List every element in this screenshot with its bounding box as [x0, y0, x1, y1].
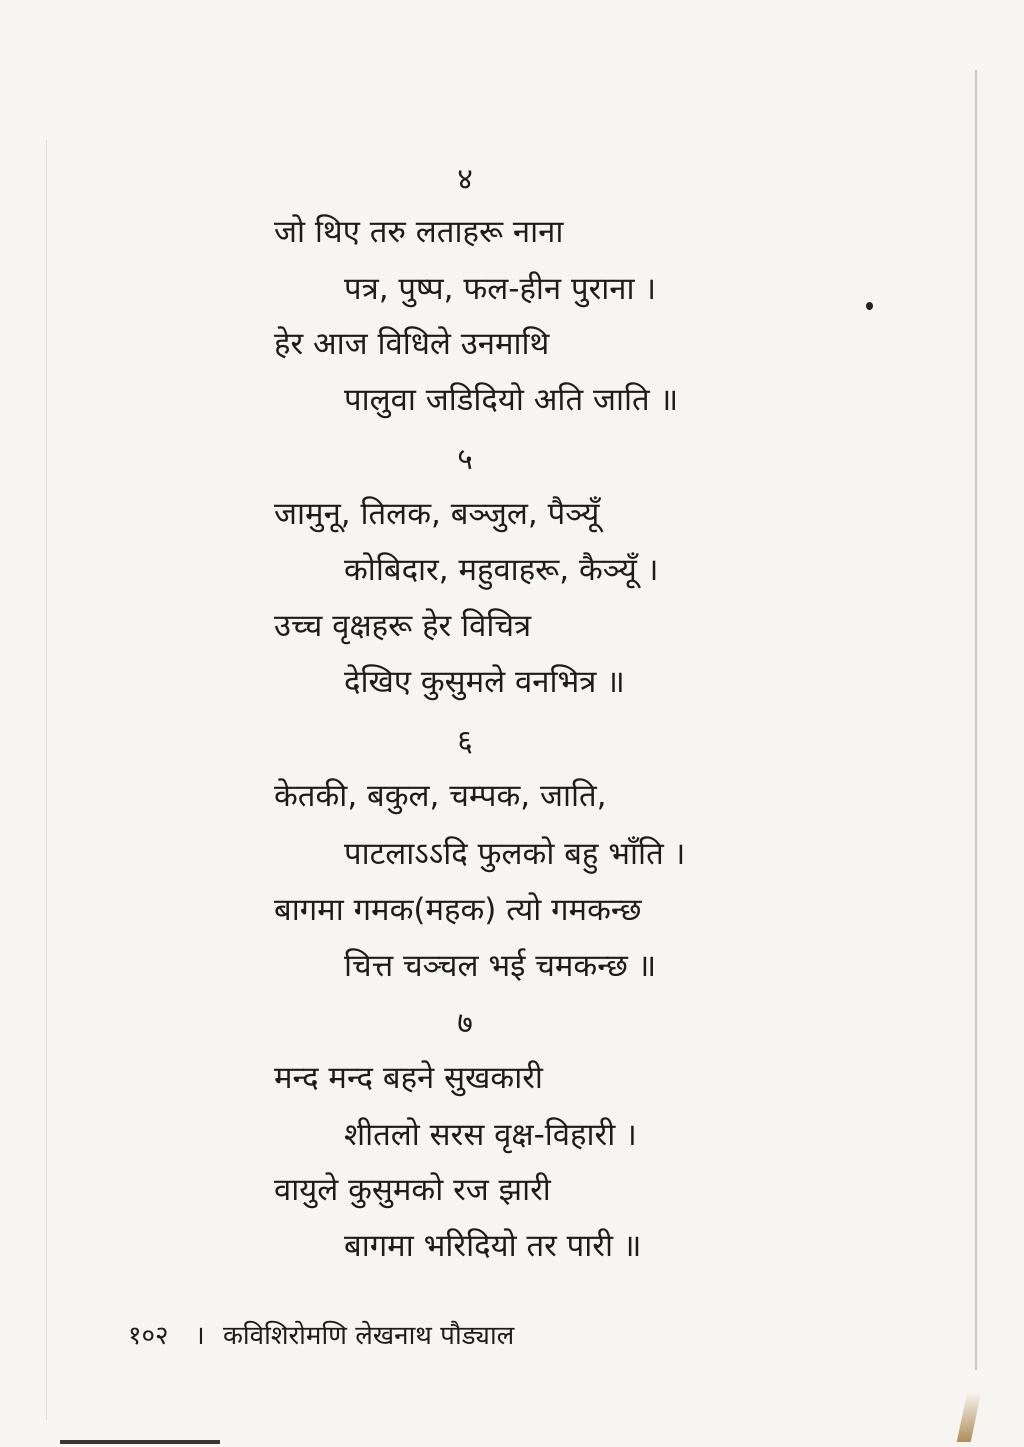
scan-corner-mark [957, 1392, 982, 1442]
footer-separator: । [194, 1321, 205, 1351]
stanza-number: ४ [457, 162, 473, 197]
page-edge-right [975, 70, 977, 1370]
scan-edge-mark [60, 1440, 220, 1444]
page-edge-left [46, 140, 47, 1420]
verse-line: हेर आज विधिले उनमाथि [274, 326, 550, 362]
ink-speck [866, 302, 873, 310]
verse-line: पाटलाऽऽदि फुलको बहु भाँति । [344, 836, 686, 872]
verse-line: बागमा गमक(महक) त्यो गमकन्छ [274, 892, 642, 928]
stanza-number: ५ [457, 442, 473, 477]
stanza-number: ६ [457, 724, 473, 759]
verse-line: जामुनू, तिलक, बञ्जुल, पैञ्यूँ [274, 496, 600, 532]
verse-line: वायुले कुसुमको रज झारी [274, 1172, 551, 1208]
stanza-number: ७ [457, 1006, 473, 1041]
verse-line: पालुवा जडिदियो अति जाति ॥ [344, 382, 679, 418]
verse-line: उच्च वृक्षहरू हेर विचित्र [274, 608, 532, 644]
verse-line: मन्द मन्द बहने सुखकारी [274, 1060, 543, 1096]
verse-line: पत्र, पुष्प, फल-हीन पुराना । [344, 271, 657, 307]
verse-line: जो थिए तरु लताहरू नाना [274, 214, 564, 250]
page-number: १०२ [128, 1321, 169, 1351]
verse-line: बागमा भरिदियो तर पारी ॥ [344, 1228, 642, 1264]
verse-line: कोबिदार, महुवाहरू, कैञ्यूँ । [344, 552, 659, 588]
book-title: कविशिरोमणि लेखनाथ पौड्याल [222, 1321, 515, 1351]
page-footer [128, 1318, 514, 1354]
verse-line: केतकी, बकुल, चम्पक, जाति, [274, 778, 607, 814]
verse-line: शीतलो सरस वृक्ष-विहारी । [344, 1117, 637, 1153]
verse-line: देखिए कुसुमले वनभित्र ॥ [344, 664, 625, 700]
verse-line: चित्त चञ्चल भई चमकन्छ ॥ [344, 948, 657, 984]
